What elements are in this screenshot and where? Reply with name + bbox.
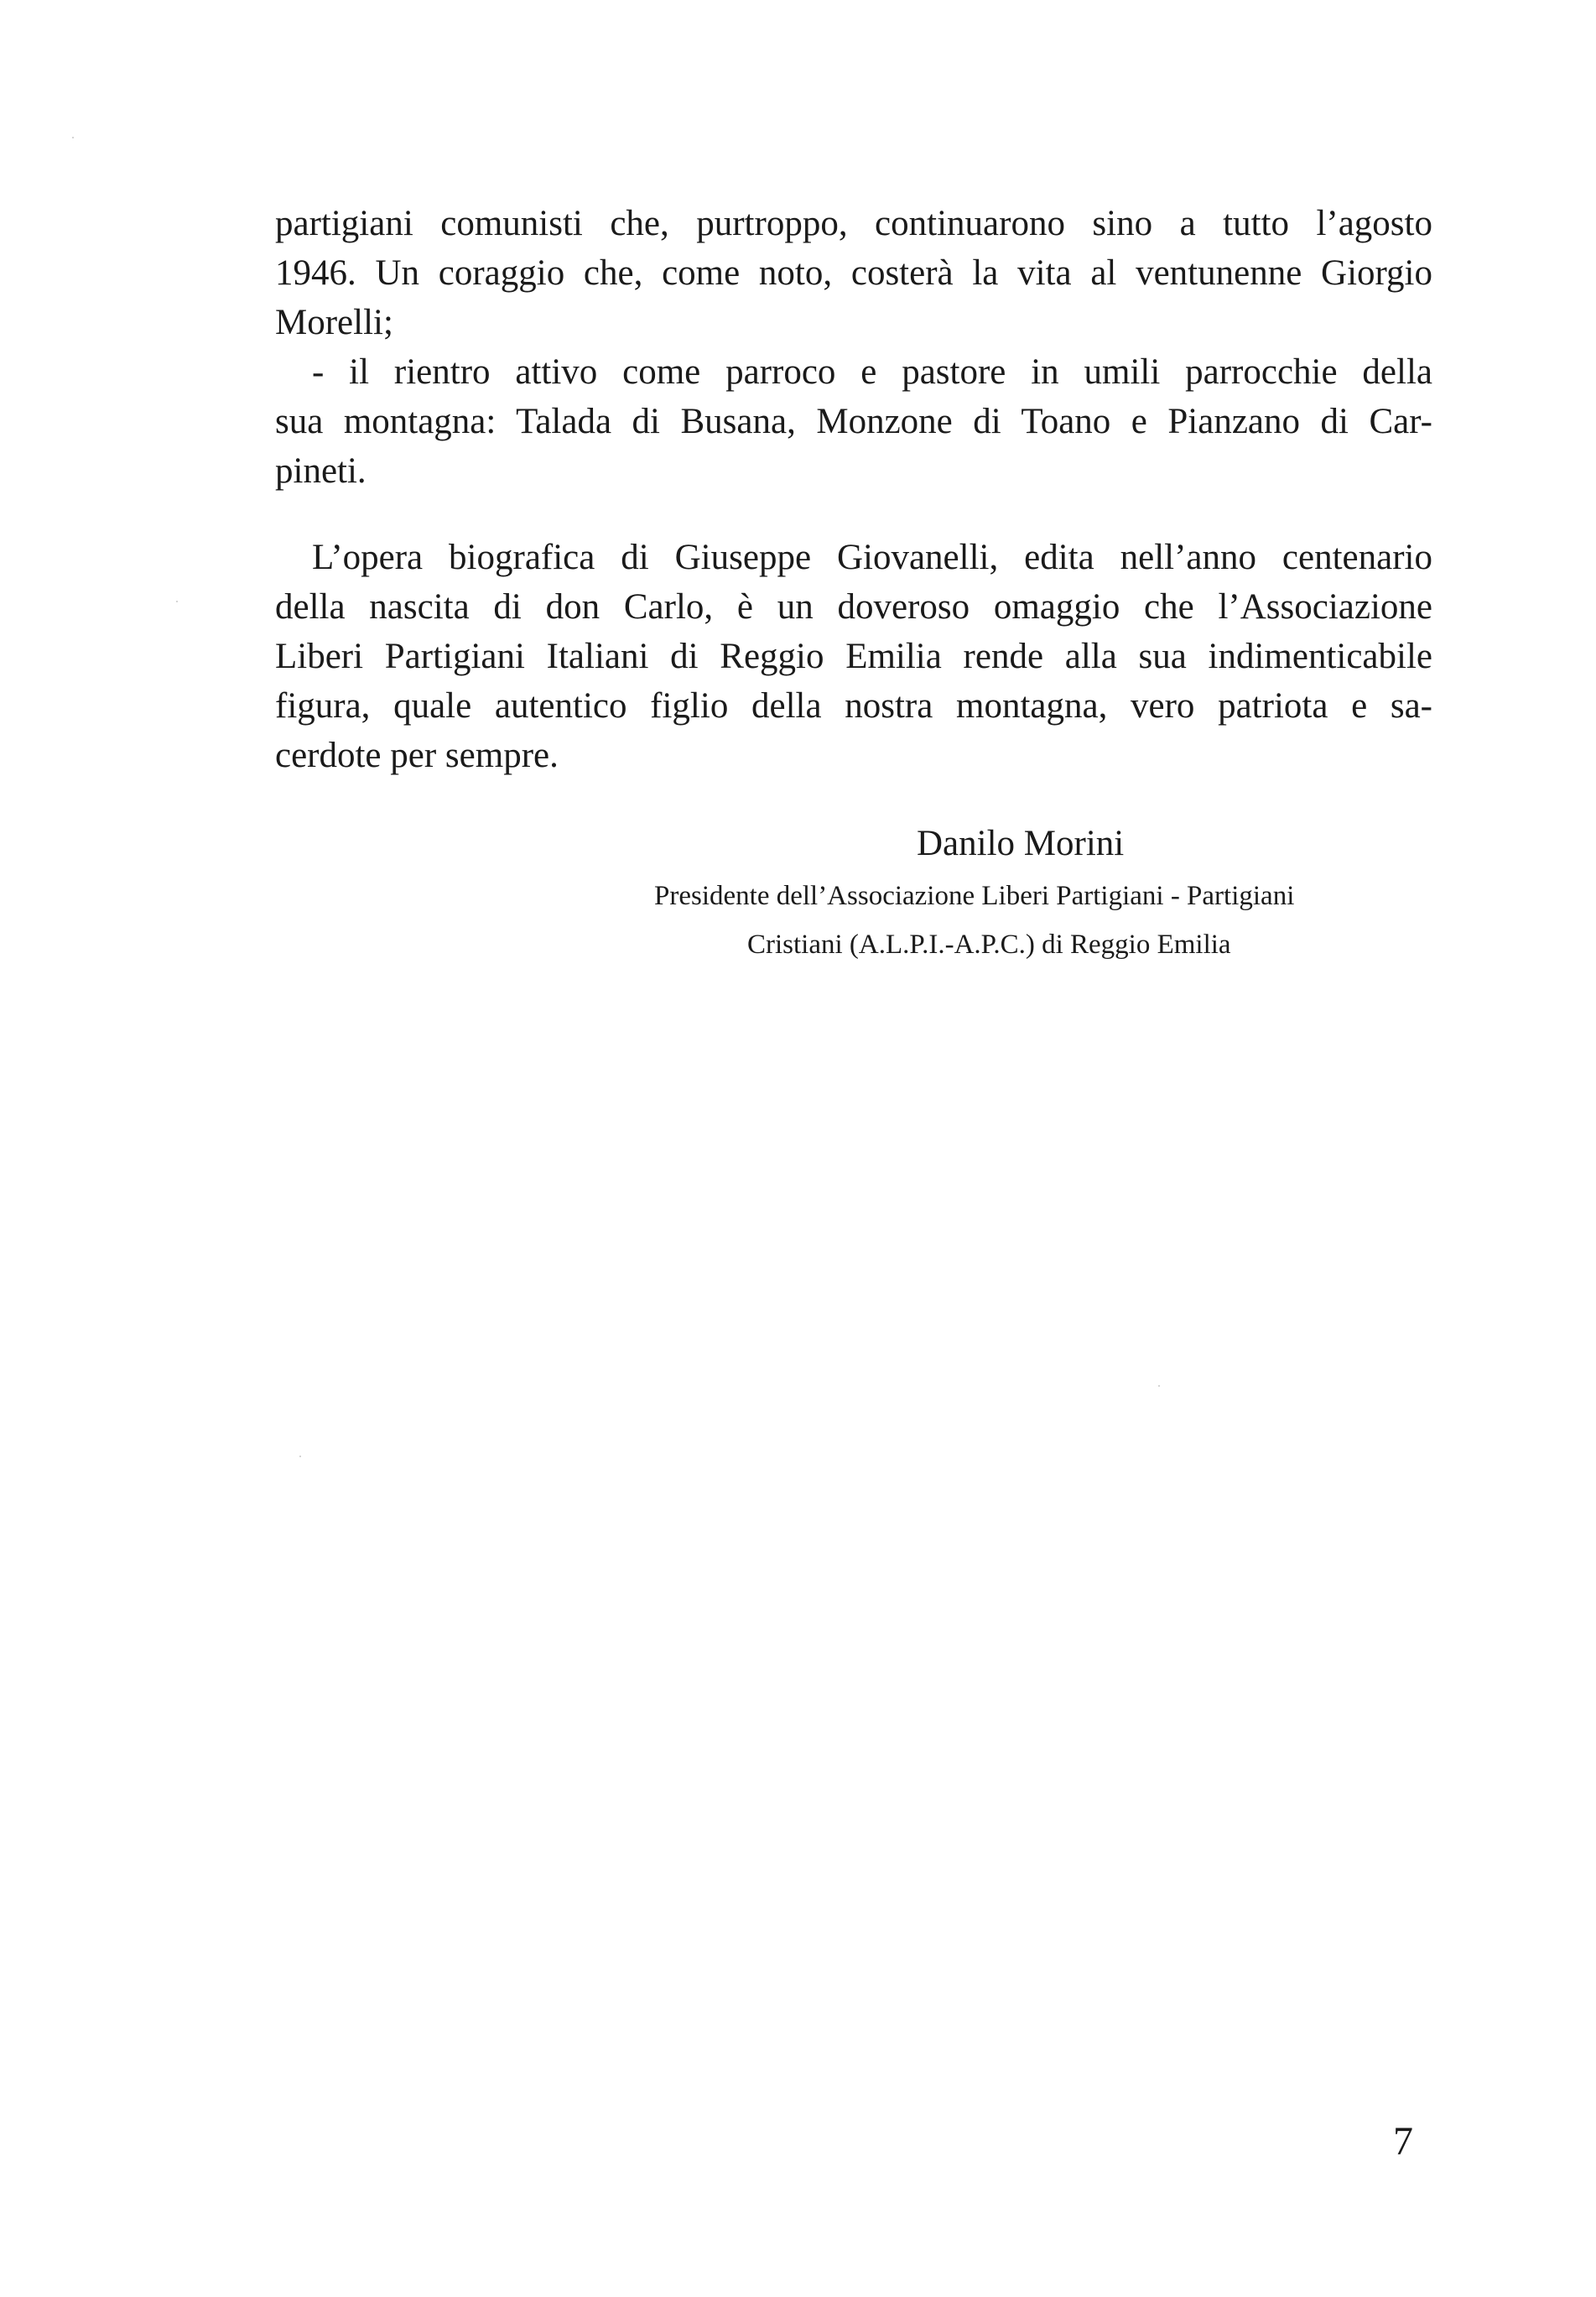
scan-speck xyxy=(176,601,178,602)
text-line: sua montagna: Talada di Busana, Monzone di Toano e Pianzano di Car- xyxy=(275,402,1432,441)
text-line: partigiani comunisti che, purtroppo, continuarono sino a tutto l’agosto xyxy=(275,204,1432,243)
text-line: pineti. xyxy=(275,451,367,491)
text-line: L’opera biografica di Giuseppe Giovanelli, edita nell’anno centenario xyxy=(312,538,1432,577)
signature-role-line-1: Presidente dell’Associazione Liberi Partigiani - Partigiani xyxy=(654,881,1295,911)
text-line: - il rientro attivo come parroco e pastore in umili parrocchie della xyxy=(312,352,1432,392)
text-line: Liberi Partigiani Italiani di Reggio Emilia rende alla sua indimenticabile xyxy=(275,637,1432,676)
signature-role-line-2: Cristiani (A.L.P.I.-A.P.C.) di Reggio Emilia xyxy=(747,930,1231,960)
text-line: Morelli; xyxy=(275,303,393,342)
text-line: 1946. Un coraggio che, come noto, costerà la vita al ventunenne Giorgio xyxy=(275,253,1432,293)
text-line: della nascita di don Carlo, è un doveroso omaggio che l’Associazione xyxy=(275,587,1432,627)
text-line: cerdote per sempre. xyxy=(275,736,559,775)
scan-speck xyxy=(299,1456,301,1457)
scan-speck xyxy=(72,137,74,138)
page-number: 7 xyxy=(1393,2119,1413,2164)
text-line: figura, quale autentico figlio della nostra montagna, vero patriota e sa- xyxy=(275,686,1432,726)
scan-speck xyxy=(1158,1385,1160,1387)
paragraph-1 xyxy=(275,199,1432,496)
paragraph-2 xyxy=(275,533,1432,780)
signature-name: Danilo Morini xyxy=(917,824,1125,863)
